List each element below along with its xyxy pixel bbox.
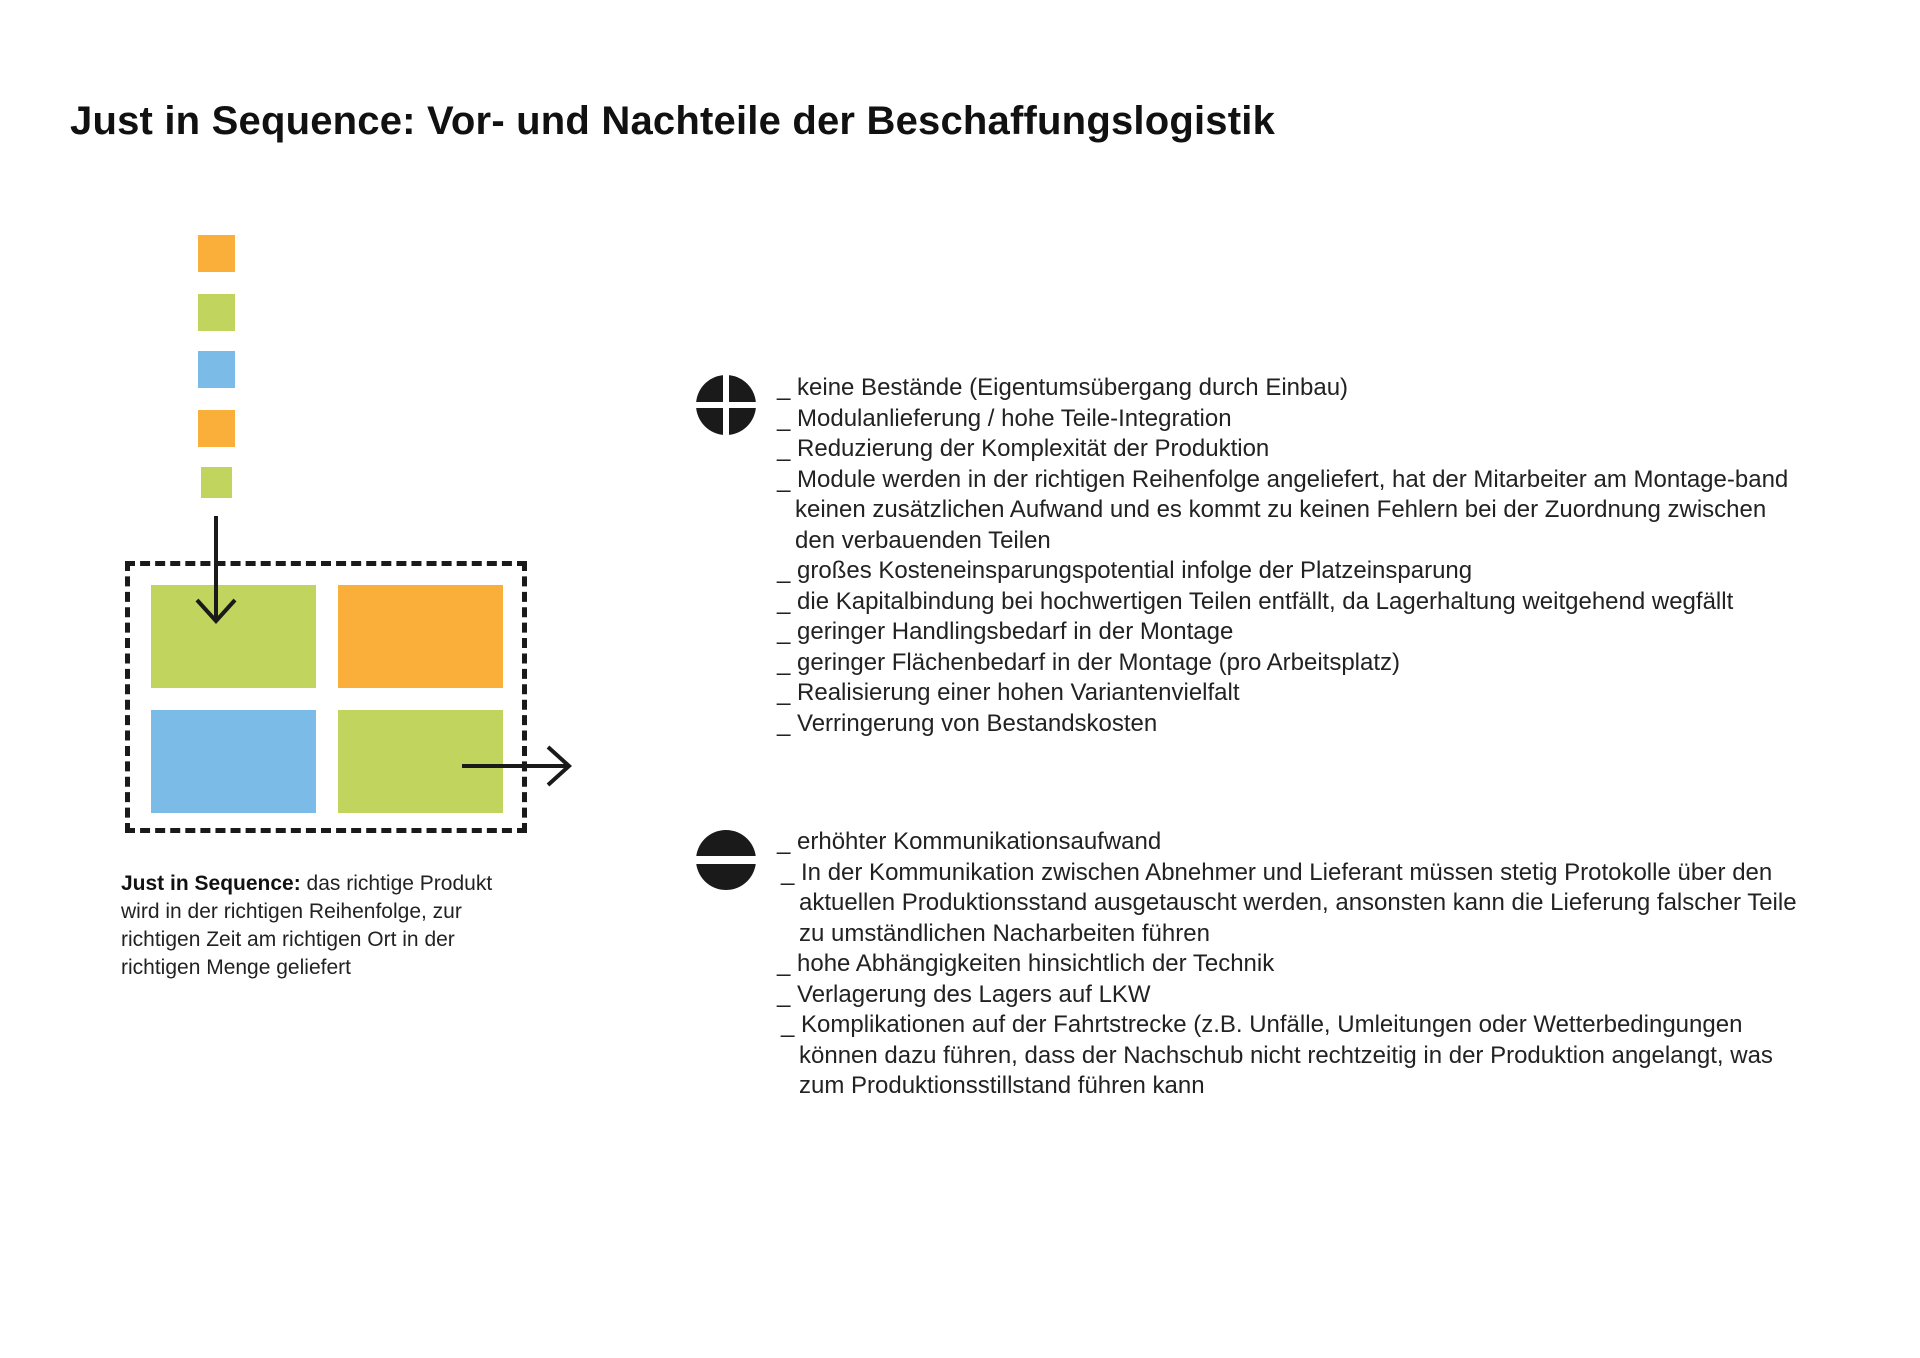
list-item: _ hohe Abhängigkeiten hinsichtlich der Technik [777,950,1275,977]
advantages-list [777,373,1812,739]
minus-circle-icon [695,829,757,891]
list-item: _ Verringerung von Bestandskosten [777,709,1158,737]
list-item: _ erhöhter Kommunikationsaufwand [777,828,1162,855]
arrow-down-icon [187,512,247,632]
list-item: _ großes Kosteneinsparungspotential infolge der Platzeinsparung [777,557,1473,584]
assembly-module [151,710,316,813]
arrow-right-icon [460,738,580,798]
list-item: _ Komplikationen auf der Fahrtstrecke (z.B. Unfälle, Umleitungen oder Wetterbedingungen können dazu führen, dass der Nachschub nicht rechtzeitig in der Produktion angelangt, was zum Produktionsstillstand führen kann [781,1011,1773,1099]
queue-part [198,294,235,331]
caption-bold: Just in Sequence: [121,872,301,895]
plus-circle-icon [695,374,757,436]
list-item: _ Reduzierung der Komplexität der Produktion [777,435,1270,462]
queue-part [198,410,235,447]
assembly-module [338,585,503,688]
list-item: _ Realisierung einer hohen Variantenvielfalt [777,679,1240,706]
list-item: _ die Kapitalbindung bei hochwertigen Teilen entfällt, da Lagerhaltung weitgehend wegfällt [777,587,1734,615]
queue-part [201,467,232,498]
caption-text: das richtige Produkt wird in der richtigen Reihenfolge, zur richtigen Zeit am richtigen Ort in der richtigen Menge geliefert [121,872,493,979]
list-item: _ Modulanlieferung / hohe Teile-Integration [777,404,1232,432]
list-item: _ Module werden in der richtigen Reihenfolge angeliefert, hat der Mitarbeiter am Montage-band keinen zusätzlichen Aufwand und es kommt zu keinen Fehlern bei der Zuordnung zwischen den verbauenden Teilen [777,465,1789,554]
queue-part [198,351,235,388]
list-item: _ keine Bestände (Eigentumsübergang durch Einbau) [777,374,1349,401]
diagram-caption [121,870,521,982]
queue-part [198,235,235,272]
disadvantages-list [777,827,1817,1102]
page-title: Just in Sequence: Vor- und Nachteile der Beschaffungslogistik [70,98,1276,143]
list-item: _ In der Kommunikation zwischen Abnehmer und Lieferant müssen stetig Protokolle über den aktuellen Produktionsstand ausgetauscht werden, ansonsten kann die Lieferung falscher Teile zu umständlichen Nacharbeiten führen [781,858,1797,947]
list-item: _ geringer Flächenbedarf in der Montage (pro Arbeitsplatz) [777,648,1401,676]
list-item: _ Verlagerung des Lagers auf LKW [777,980,1151,1008]
list-item: _ geringer Handlingsbedarf in der Montage [777,618,1234,645]
